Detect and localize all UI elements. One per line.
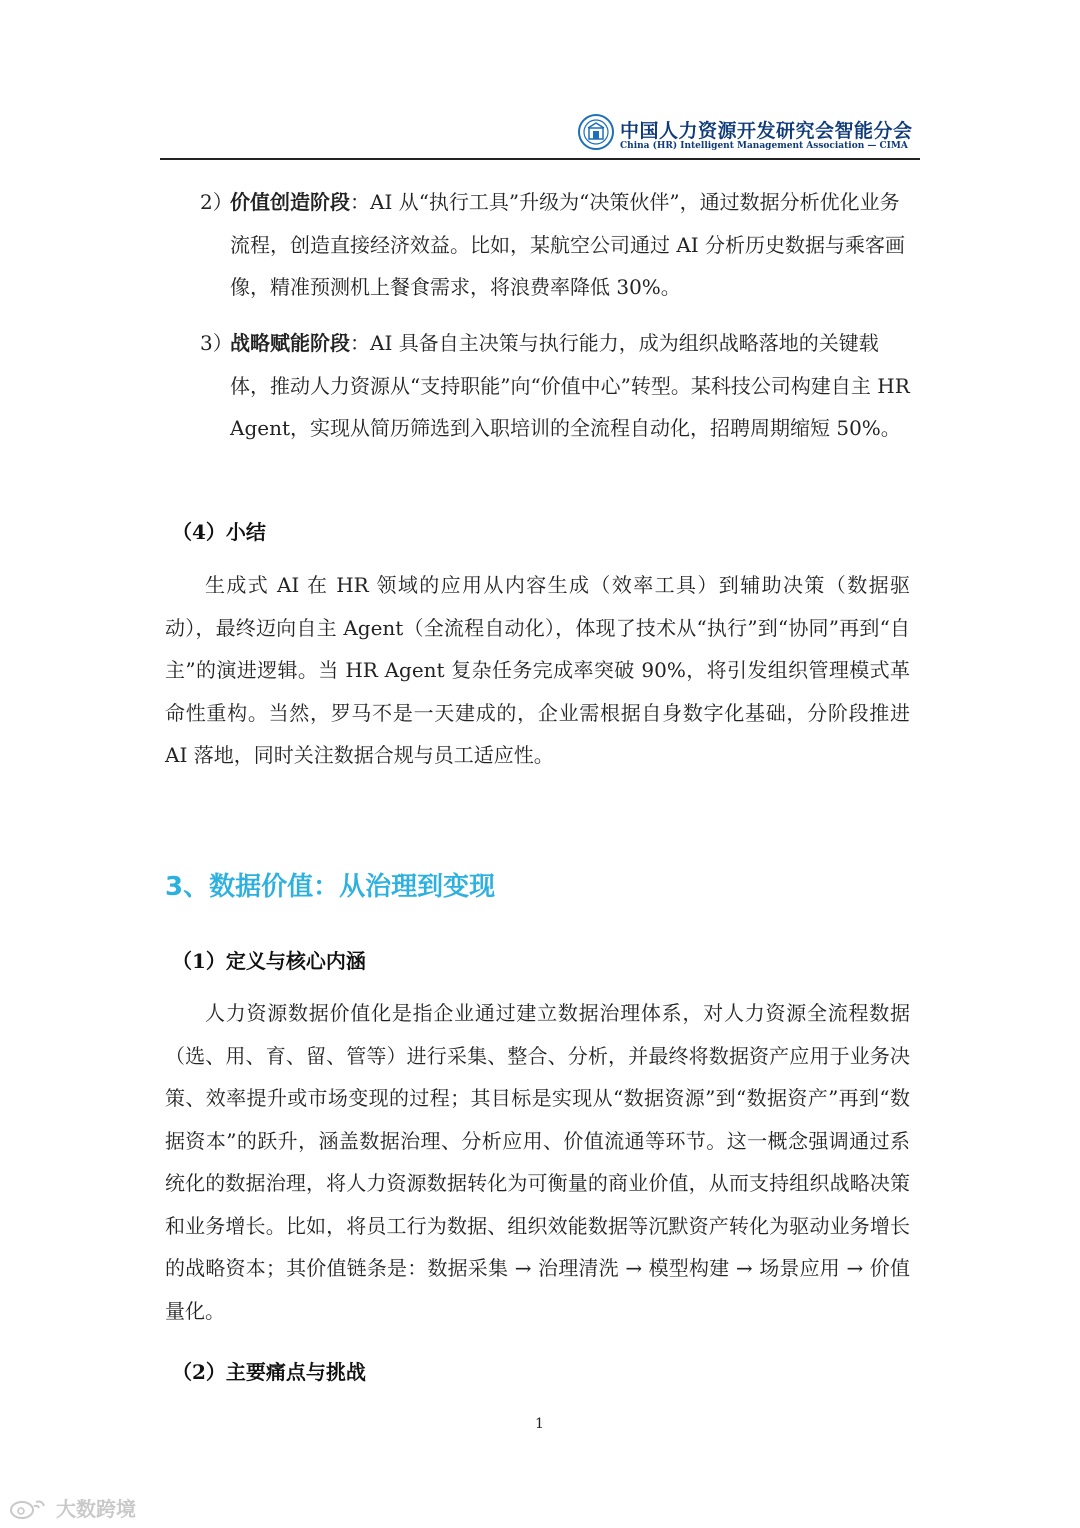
- weibo-icon: [8, 1496, 50, 1520]
- item-number: 3）: [200, 331, 233, 355]
- list-item-value-creation: [200, 181, 915, 309]
- watermark-text: 大数跨境: [56, 1497, 136, 1521]
- item-term: 价值创造阶段: [230, 190, 350, 214]
- org-name-cn: 中国人力资源开发研究会智能分会: [620, 120, 913, 142]
- summary-paragraph: 生成式 AI 在 HR 领域的应用从内容生成（效率工具）到辅助决策（数据驱动），最终迈向自主 Agent（全流程自动化），体现了技术从“执行”到“协同”再到“自主”的演进逻辑。当 HR Agent 复杂任务完成率突破 90%，将引发组织管理模式革命性重构。当然，罗马不是一天建成的，企业需根据自身数字化基础，分阶段推进 AI 落地，同时关注数据合规与员工适应性。: [165, 573, 910, 767]
- page-number: 1: [535, 1416, 544, 1432]
- summary-heading: （4）小结: [172, 520, 266, 544]
- item-number: 2）: [200, 190, 233, 214]
- list-item-strategy-enablement: [200, 322, 915, 450]
- page-header: [160, 112, 920, 162]
- header-divider: [160, 158, 920, 160]
- definition-paragraph: 人力资源数据价值化是指企业通过建立数据治理体系，对人力资源全流程数据（选、用、育、留、管等）进行采集、整合、分析，并最终将数据资产应用于业务决策、效率提升或市场变现的过程；其目标是实现从“数据资源”到“数据资产”再到“数据资本”的跃升，涵盖数据治理、分析应用、价值流通等环节。这一概念强调通过系统化的数据治理，将人力资源数据转化为可衡量的商业价值，从而支持组织战略决策和业务增长。比如，将员工行为数据、组织效能数据等沉默资产转化为驱动业务增长的战略资本；其价值链条是：数据采集 → 治理清洗 → 模型构建 → 场景应用 → 价值量化。: [165, 1001, 910, 1323]
- item-term: 战略赋能阶段: [230, 331, 350, 355]
- definition-heading: （1）定义与核心内涵: [172, 949, 366, 973]
- cima-seal-icon: [578, 114, 614, 150]
- section-title: 3、数据价值：从治理到变现: [165, 872, 496, 902]
- item-text: ：AI 具备自主决策与执行能力，成为组织战略落地的关键载体，推动人力资源从“支持职能”向“价值中心”转型。某科技公司构建自主 HR Agent，实现从简历筛选到入职培训的全流程自动化，招聘周期缩短 50%。: [230, 331, 910, 441]
- item-body: [230, 322, 915, 450]
- watermark: [8, 1493, 136, 1522]
- item-body: [230, 181, 915, 309]
- item-text: ：AI 从“执行工具”升级为“决策伙伴”，通过数据分析优化业务流程，创造直接经济效益。比如，某航空公司通过 AI 分析历史数据与乘客画像，精准预测机上餐食需求，将浪费率降低 30%。: [230, 190, 906, 300]
- org-name-en: China (HR) Intelligent Management Association — CIMA: [620, 141, 908, 151]
- challenges-heading: （2）主要痛点与挑战: [172, 1360, 366, 1384]
